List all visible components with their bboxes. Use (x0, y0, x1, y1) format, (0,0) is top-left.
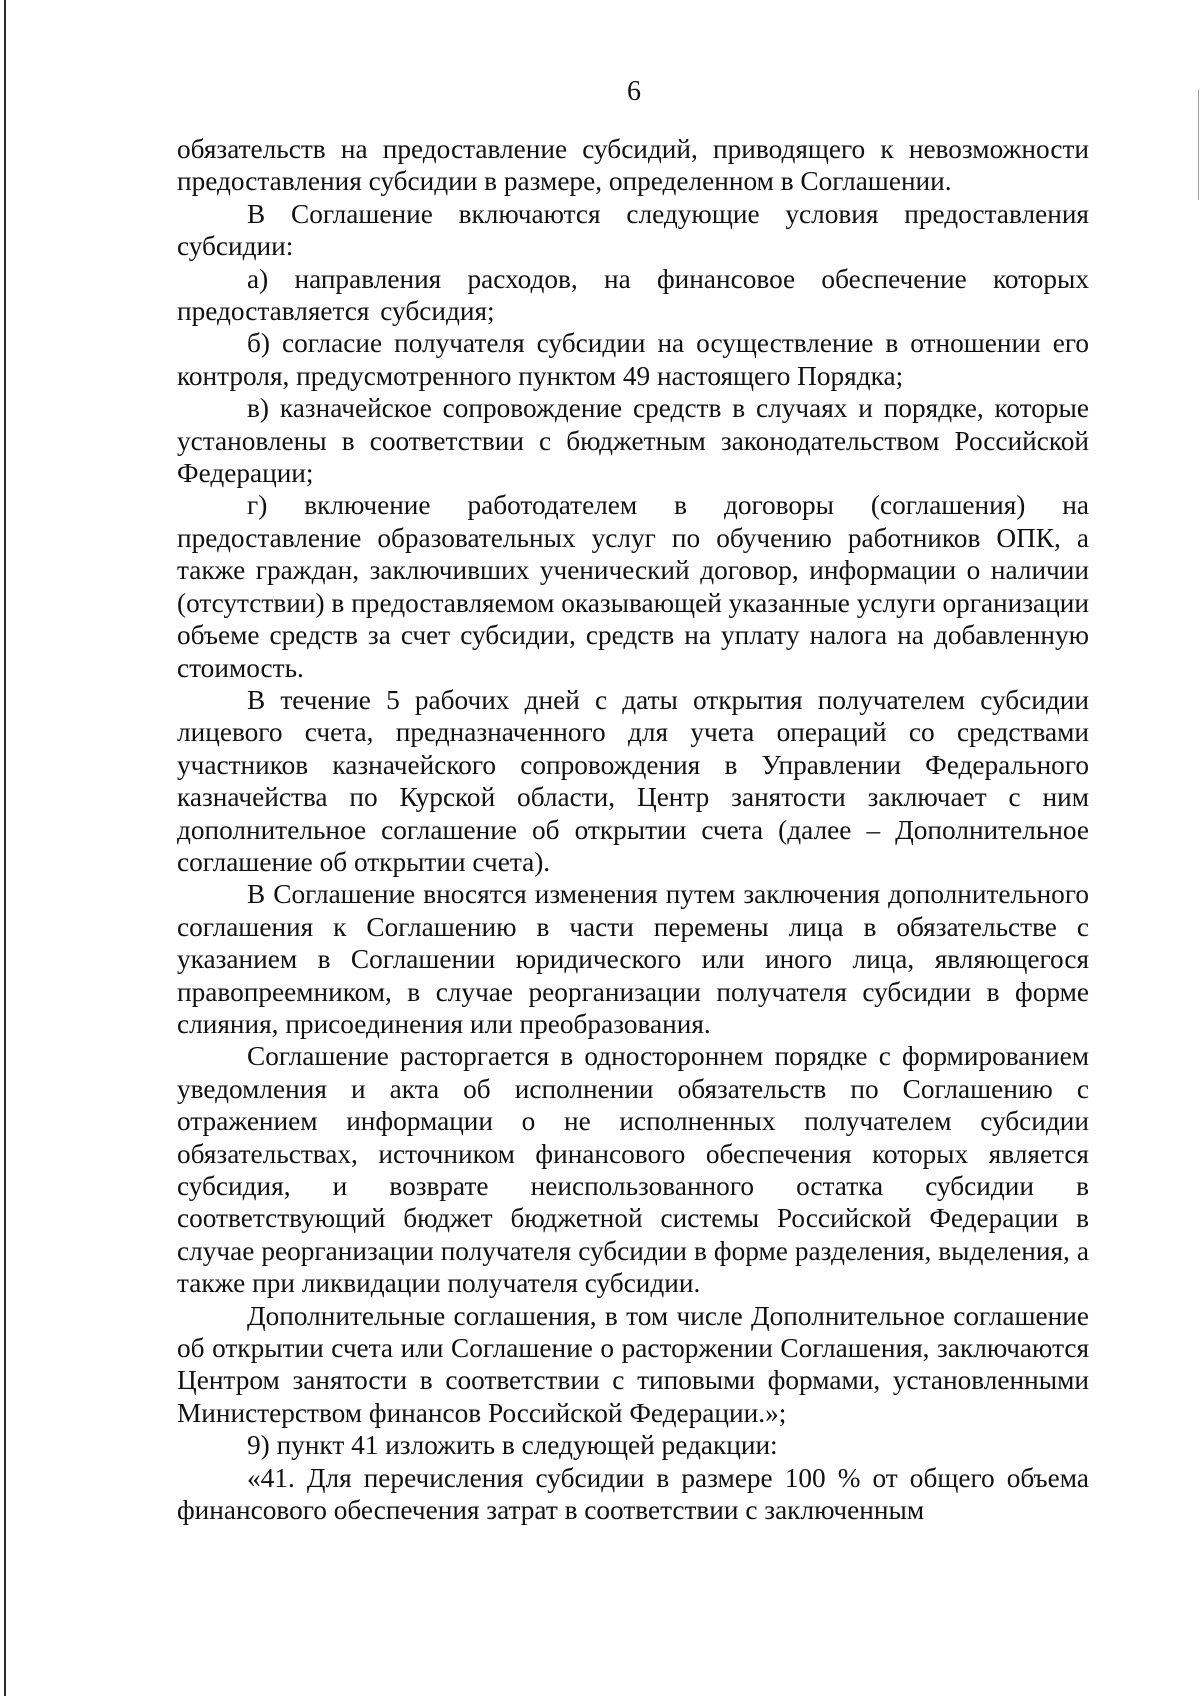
scan-edge-left (4, 0, 6, 1696)
paragraph-item-a: а) направления расходов, на финансовое обеспечение которых предоставляется субсидия; (177, 263, 1089, 327)
paragraph-amendments: В Соглашение вносятся изменения путем заключения дополнительного соглашения к Соглашению в части перемены лица в обязательстве с указанием в Соглашении юридического или иного лица, являющегося правопреемником, в случае реорганизации получателя субсидии в форме слияния, присоединения или преобразования. (177, 879, 1089, 1039)
paragraph-item-v: в) казначейское сопровождение средств в случаях и порядке, которые установлены в соответствии с бюджетным законодательством Российской Федерации; (177, 393, 1089, 489)
paragraph-item-g: г) включение работодателем в договоры (соглашения) на предоставление образовательных услуг по обучению работников ОПК, а также граждан, заключивших ученический договор, информации о наличии (отсутствии) в предоставляемом оказывающей указанные услуги организации объеме средств за счет субсидии, средств на уплату налога на добавленную стоимость. (177, 490, 1089, 683)
paragraph-point-41: «41. Для перечисления субсидии в размере 100 % от общего объема финансового обеспечения затрат в соответствии с заключенным (177, 1462, 1089, 1526)
paragraph-termination: Соглашение расторгается в одностороннем порядке с формированием уведомления и акта об исполнении обязательств по Соглашению с отражением информации о не исполненных получателем субсидии обязательствах, источником финансового обеспечения которых является субсидия, и возврате неиспользованного остатка субсидии в соответствующий бюджет бюджетной системы Российской Федерации в случае реорганизации получателя субсидии в форме разделения, выделения, а также при ликвидации получателя субсидии. (177, 1041, 1089, 1299)
paragraph-account-opening: В течение 5 рабочих дней с даты открытия получателем субсидии лицевого счета, предназначенного для учета операций со средствами участников казначейского сопровождения в Управлении Федерального казначейства по Курской области, Центр занятости заключает с ним дополнительное соглашение об открытии счета (далее – Дополнительное соглашение об открытии счета). (177, 684, 1089, 877)
paragraph-item-b: б) согласие получателя субсидии на осуществление в отношении его контроля, предусмотренного пунктом 49 настоящего Порядка; (177, 328, 1089, 391)
paragraph-conditions-intro: В Соглашение включаются следующие условия предоставления субсидии: (177, 198, 1089, 262)
document-body (177, 133, 1089, 1526)
paragraph-continuation: обязательств на предоставление субсидий, приводящего к невозможности предоставления субсидии в размере, определенном в Соглашении. (177, 134, 1089, 197)
paragraph-point-9: 9) пункт 41 изложить в следующей редакции: (247, 1430, 778, 1461)
paragraph-additional-agreements: Дополнительные соглашения, в том числе Дополнительное соглашение об открытии счета или Соглашение о расторжении Соглашения, заключаются Центром занятости в соответствии с типовыми формами, установленными Министерством финансов Российской Федерации.»; (177, 1300, 1089, 1428)
page-number: 6 (627, 76, 641, 107)
